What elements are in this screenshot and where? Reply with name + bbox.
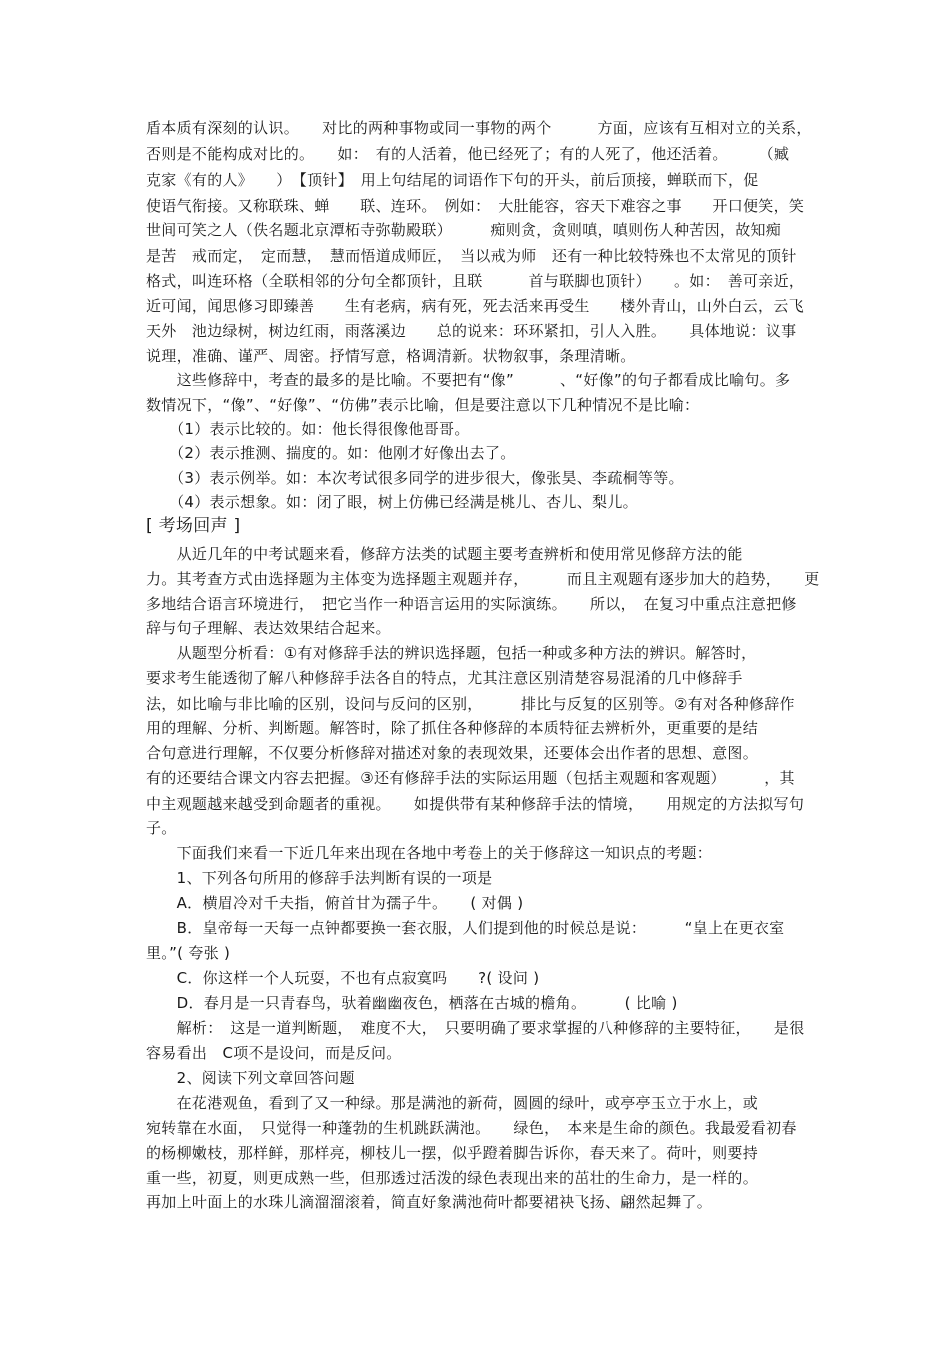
text-line: 这些修辞中，考查的最多的是比喻。不要把有“像” 、“好像”的句子都看成比喻句。多	[146, 371, 791, 389]
text-line: 法，如比喻与非比喻的区别，设问与反问的区别， 排比与反复的区别等。②有对各种修辞作	[146, 695, 795, 713]
text-line: 要求考生能透彻了解八种修辞手法各自的特点，尤其注意区别清楚容易混淆的几中修辞手	[146, 669, 743, 687]
passage-line: 再加上叶面上的水珠儿滴溜溜滚着，简直好象满池荷叶都要裙袂飞扬、翩然起舞了。	[146, 1193, 713, 1211]
list-item: （1）表示比较的。如：他长得很像他哥哥。	[146, 420, 470, 438]
question-title: 1、下列各句所用的修辞手法判断有误的一项是	[146, 869, 493, 887]
passage-line: 在花港观鱼，看到了又一种绿。那是满池的新荷，圆圆的绿叶，或亭亭玉立于水上，或	[146, 1094, 759, 1112]
text-line: 下面我们来看一下近几年来出现在各地中考卷上的关于修辞这一知识点的考题：	[146, 844, 713, 862]
text-line: 天外 池边绿树，树边红雨，雨落溪边 总的说来：环环紧扣，引人入胜。 具体地说：议事	[146, 322, 797, 340]
question-title: 2、阅读下列文章回答问题	[146, 1069, 355, 1087]
question-option-c: C．你这样一个人玩耍，不也有点寂寞吗 ?( 设问 )	[146, 969, 540, 987]
text-line: 数情况下，“像”、“好像”、“仿佛”表示比喻，但是要注意以下几种情况不是比喻：	[146, 396, 700, 414]
list-item: （4）表示想象。如：闭了眼，树上仿佛已经满是桃儿、杏儿、梨儿。	[146, 493, 638, 511]
text-line: 辞与句子理解、表达效果结合起来。	[146, 619, 391, 637]
question-option-a: A．横眉冷对千夫指，俯首甘为孺子牛。 ( 对偶 )	[146, 894, 524, 912]
text-line: 近可闻，闻思修习即臻善 生有老病，病有死，死去活来再受生 楼外青山，山外白云，云飞	[146, 297, 804, 315]
text-line: 多地结合语言环境进行， 把它当作一种语言运用的实际演练。 所以， 在复习中重点注意把修	[146, 595, 797, 613]
list-item: （2）表示推测、揣度的。如：他刚才好像出去了。	[146, 444, 516, 462]
list-item: （3）表示例举。如：本次考试很多同学的进步很大，像张昊、李疏桐等等。	[146, 469, 684, 487]
text-line: 从题型分析看：①有对修辞手法的辨识选择题，包括一种或多种方法的辨识。解答时，	[146, 644, 757, 662]
text-line: 力。其考查方式由选择题为主体变为选择题主观题并存， 而且主观题有逐步加大的趋势， 更	[146, 570, 820, 588]
analysis-text: 解析： 这是一道判断题， 难度不大， 只要明确了要求掌握的八种修辞的主要特征， 是很	[146, 1019, 805, 1037]
text-line: 从近几年的中考试题来看，修辞方法类的试题主要考查辨析和使用常见修辞方法的能	[146, 545, 743, 563]
text-line: 克家《有的人》 ） 【顶针】 用上句结尾的词语作下句的开头，前后顶接，蝉联而下，促	[146, 171, 759, 189]
passage-line: 重一些，初夏，则更成熟一些，但那透过活泼的绿色表现出来的茁壮的生命力，是一样的。	[146, 1169, 759, 1187]
text-line: 合句意进行理解，不仅要分析修辞对描述对象的表现效果，还要体会出作者的思想、意图。	[146, 744, 759, 762]
text-line: 用的理解、分析、判断题。解答时，除了抓住各种修辞的本质特征去辨析外，更重要的是结	[146, 719, 759, 737]
section-heading: [ 考场回声 ]	[146, 516, 241, 536]
text-line: 里。”( 夸张 )	[146, 944, 231, 962]
analysis-text: 容易看出 C项不是设问，而是反问。	[146, 1044, 402, 1062]
question-option-d: D．春月是一只青春鸟，驮着幽幽夜色，栖落在古城的檐角。 ( 比喻 )	[146, 994, 678, 1012]
text-line: 是苦 戒而定， 定而慧， 慧而悟道成师匠， 当以戒为师 还有一种比较特殊也不太常见的顶针	[146, 247, 797, 265]
passage-line: 的杨柳嫩枝，那样鲜，那样亮，柳枝儿一摆，似乎蹬着脚告诉你，春天来了。荷叶，则要持	[146, 1144, 759, 1162]
text-line: 子。	[146, 819, 177, 837]
text-line: 盾本质有深刻的认识。 对比的两种事物或同一事物的两个 方面，应该有互相对立的关系，	[146, 119, 812, 137]
passage-line: 宛转靠在水面， 只觉得一种蓬勃的生机跳跃满池。 绿色， 本来是生命的颜色。我最爱看初春	[146, 1119, 797, 1137]
text-line: 格式，叫连环格（全联相邻的分句全都顶针，且联 首与联脚也顶针） 。如： 善可亲近，	[146, 272, 805, 290]
text-line: 中主观题越来越受到命题者的重视。 如提供带有某种修辞手法的情境， 用规定的方法拟写句	[146, 795, 805, 813]
text-line: 否则是不能构成对比的。 如： 有的人活着，他已经死了；有的人死了，他还活着。 （臧	[146, 145, 790, 163]
text-line: 说理，准确、谨严、周密。抒情写意，格调清新。状物叙事，条理清晰。	[146, 347, 636, 365]
text-line: 使语气衔接。又称联珠、蝉 联、连环。 例如： 大肚能容，容天下难容之事 开口便笑，笑	[146, 197, 805, 215]
question-option-b: B．皇帝每一天每一点钟都要换一套衣服，人们提到他的时候总是说： “皇上在更衣室	[146, 919, 785, 937]
text-line: 有的还要结合课文内容去把握。③还有修辞手法的实际运用题（包括主观题和客观题） ，其	[146, 769, 795, 787]
text-line: 世间可笑之人（佚名题北京潭柘寺弥勒殿联） 痴则贪，贪则嗔，嗔则伤人种苦因，故知痴	[146, 221, 782, 239]
